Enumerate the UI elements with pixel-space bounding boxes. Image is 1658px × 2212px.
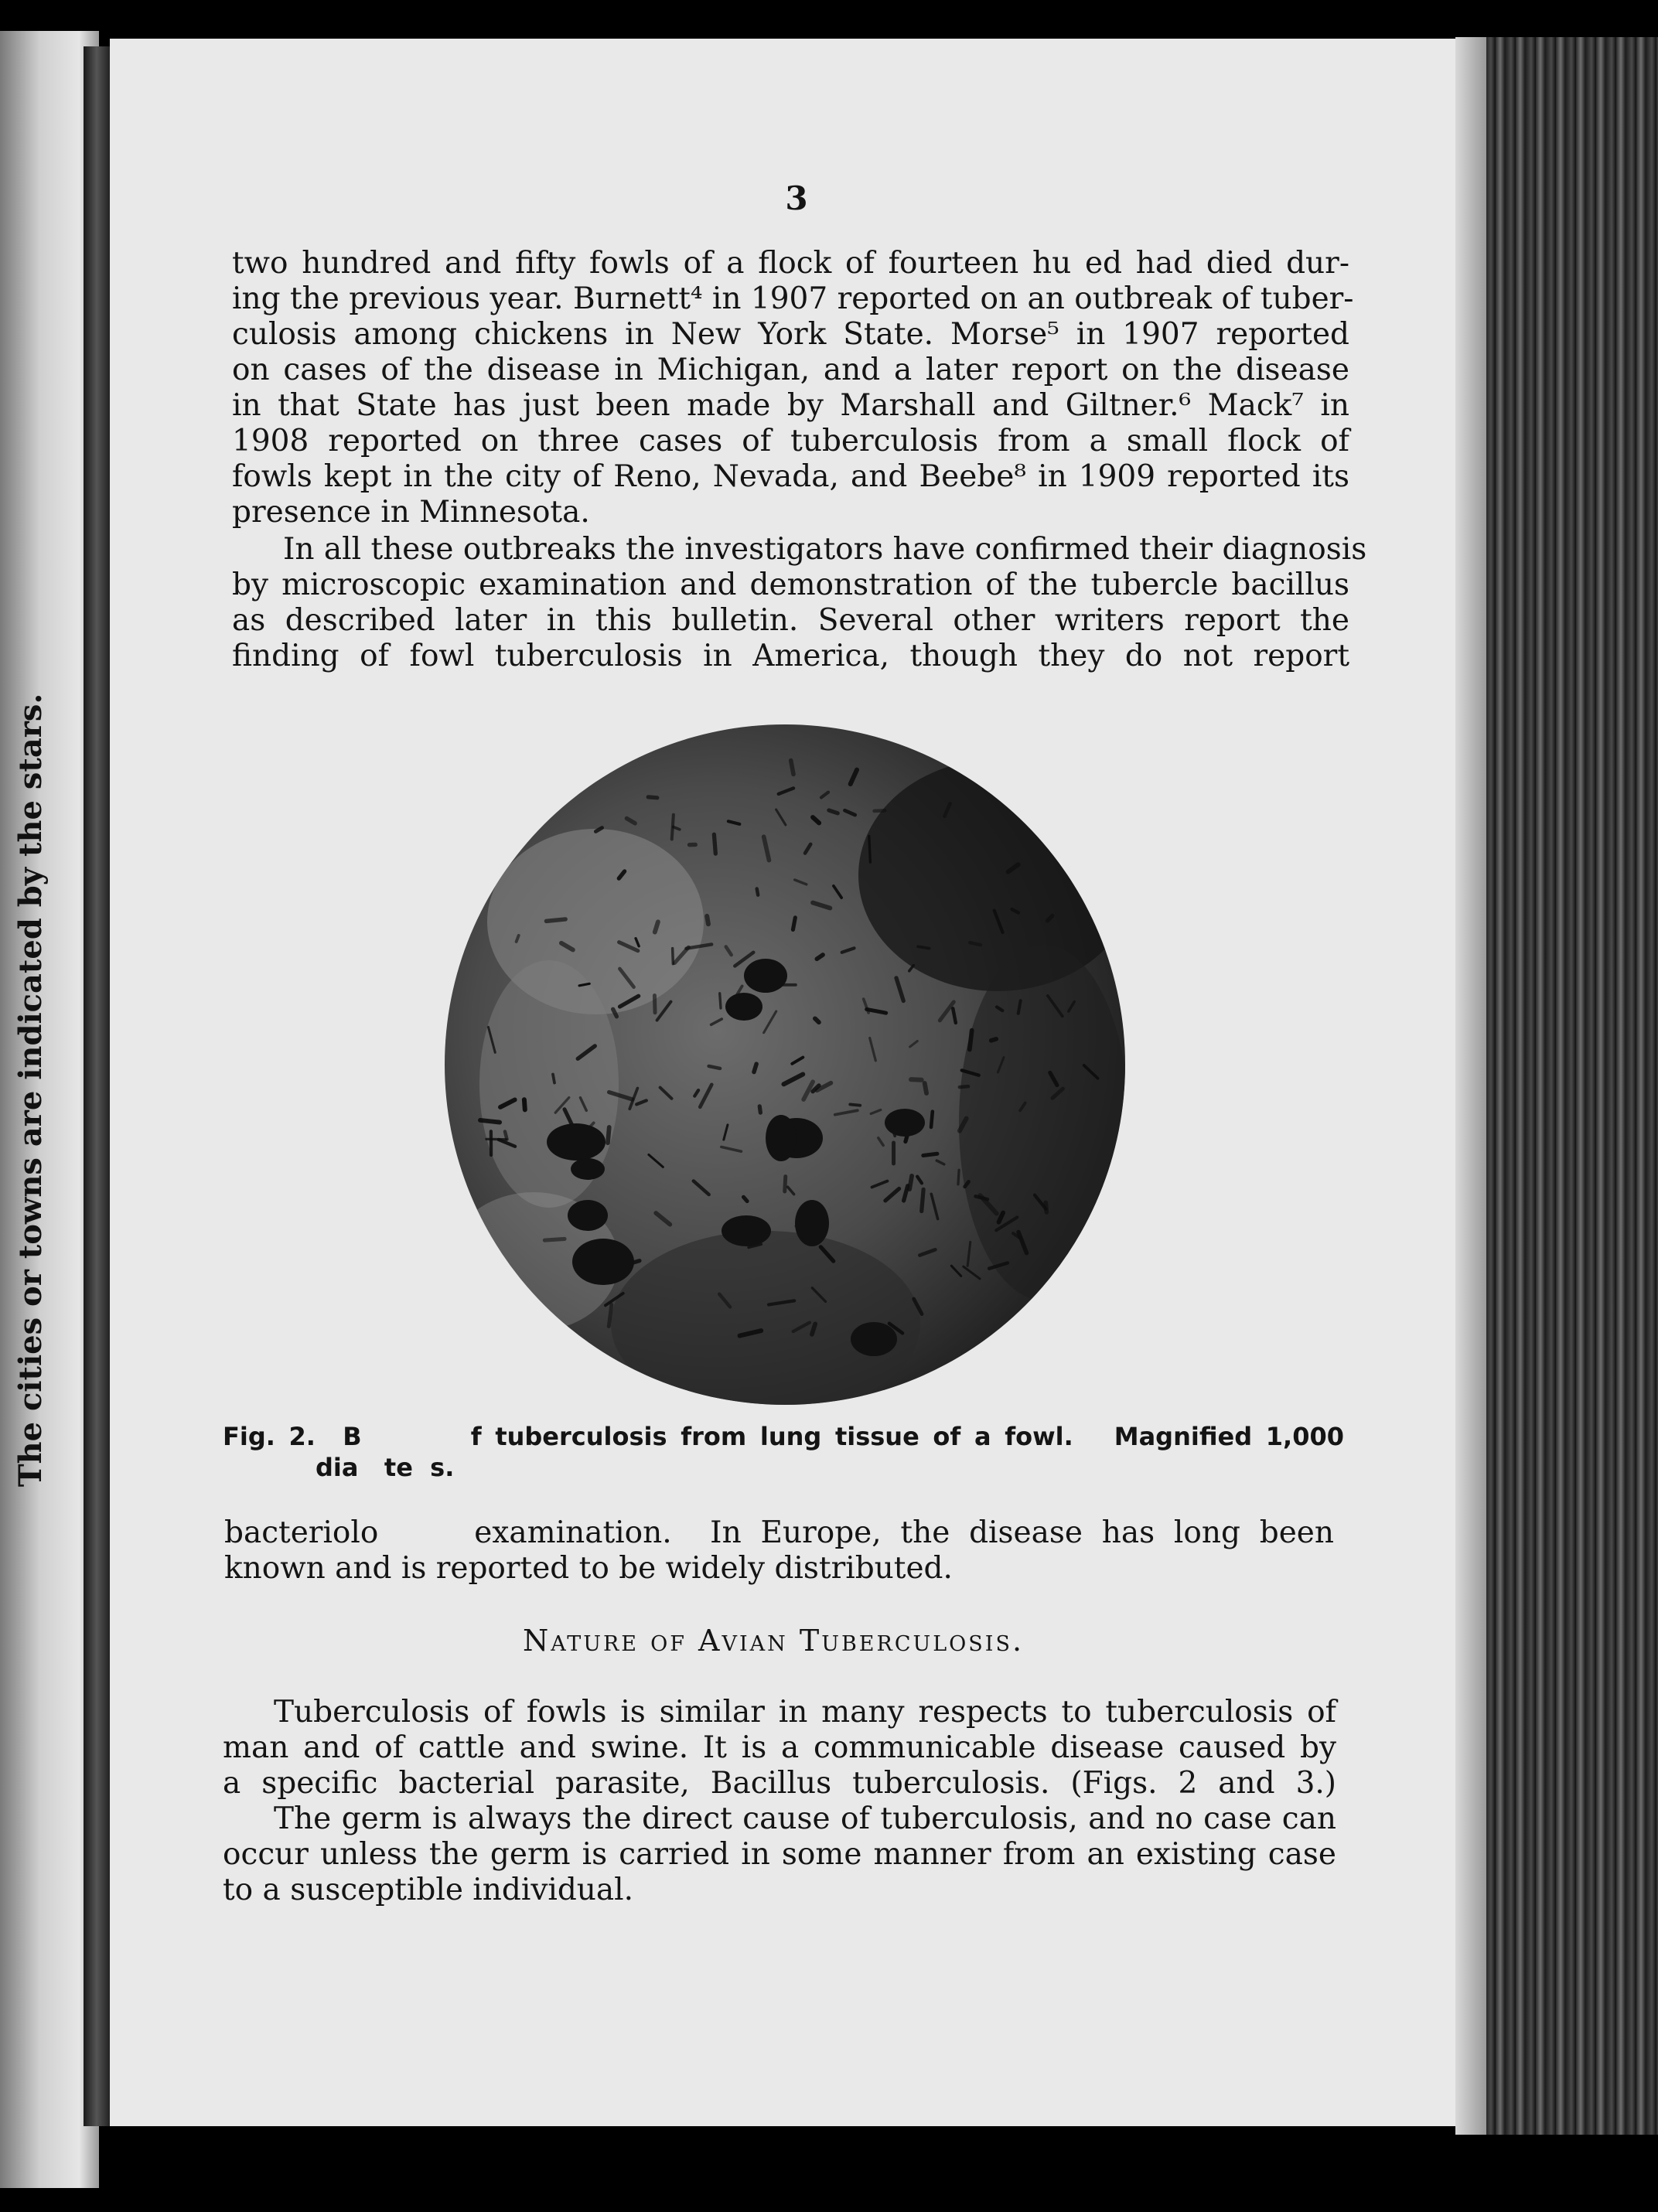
bacillus-rod [490,1130,493,1157]
text-line: Tuberculosis of fowls is similar in many respects to tuberculosis of [274,1695,1336,1730]
text-line: known and is reported to be widely distributed. [224,1551,953,1586]
text-line: fowls kept in the city of Reno, Nevada, and Beebe⁸ in 1909 reported its [232,459,1349,494]
book-edge-highlight [1455,37,1486,2135]
text-line: occur unless the germ is carried in some manner from an existing case [223,1837,1336,1872]
paragraph-2 [232,532,1367,674]
bacillus-rod [485,1138,507,1141]
figure-caption [223,1421,1344,1483]
caption-line: dia te s. [316,1453,455,1482]
text-line: a specific bacterial parasite, Bacillus tuberculosis. (Figs. 2 and 3.) [223,1766,1336,1801]
text-line: culosis among chickens in New York State. Morse⁵ in 1907 reported [232,317,1349,352]
bacillus-rod [653,994,657,1014]
text-line: by microscopic examination and demonstration of the tubercle bacillus [232,567,1349,602]
text-line: two hundred and fifty fowls of a flock of fourteen hu ed had died dur- [232,246,1349,281]
bacillus-rod [892,1141,896,1166]
text-line: In all these outbreaks the investigators have confirmed their diagnosis [283,532,1367,567]
text-line: presence in Minnesota. [232,495,590,530]
book-gutter [84,46,110,2126]
text-line: bacteriolo examination. In Europe, the disease has long been [224,1515,1334,1550]
section-heading: Nature of Avian Tuberculosis. [522,1624,1025,1658]
text-line: to a susceptible individual. [223,1873,634,1907]
page-number: 3 [785,179,808,217]
text-line: The germ is always the direct cause of tuberculosis, and no case can [274,1801,1336,1836]
bacillus-rod [872,809,886,813]
caption-line: Fig. 2. B f tuberculosis from lung tissue of a fowl. Magnified 1,000 [223,1422,1344,1451]
paragraph-5 [223,1801,1336,1908]
micrograph-figure [441,721,1129,1409]
bacillus-rod [909,1077,924,1082]
text-line: man and of cattle and swine. It is a communicable disease caused by [223,1730,1336,1765]
text-line: on cases of the disease in Michigan, and a later report on the disease [232,353,1349,387]
text-line: ing the previous year. Burnett⁴ in 1907 reported on an outbreak of tuber- [232,281,1354,316]
text-line: in that State has just been made by Marshall and Giltner.⁶ Mack⁷ in [232,388,1349,423]
text-line: as described later in this bulletin. Several other writers report the [232,603,1349,638]
paragraph-4 [223,1695,1336,1801]
spine-text: The cities or towns are indicated by the stars. [12,693,49,1488]
text-line: 1908 reported on three cases of tuberculosis from a small flock of [232,424,1349,458]
bacillus-rod [687,843,698,847]
micrograph-image [441,721,1129,1409]
paragraph-3 [224,1515,1334,1587]
paragraph-1 [232,246,1354,530]
text-line: finding of fowl tuberculosis in America, though they do not report [232,639,1349,673]
